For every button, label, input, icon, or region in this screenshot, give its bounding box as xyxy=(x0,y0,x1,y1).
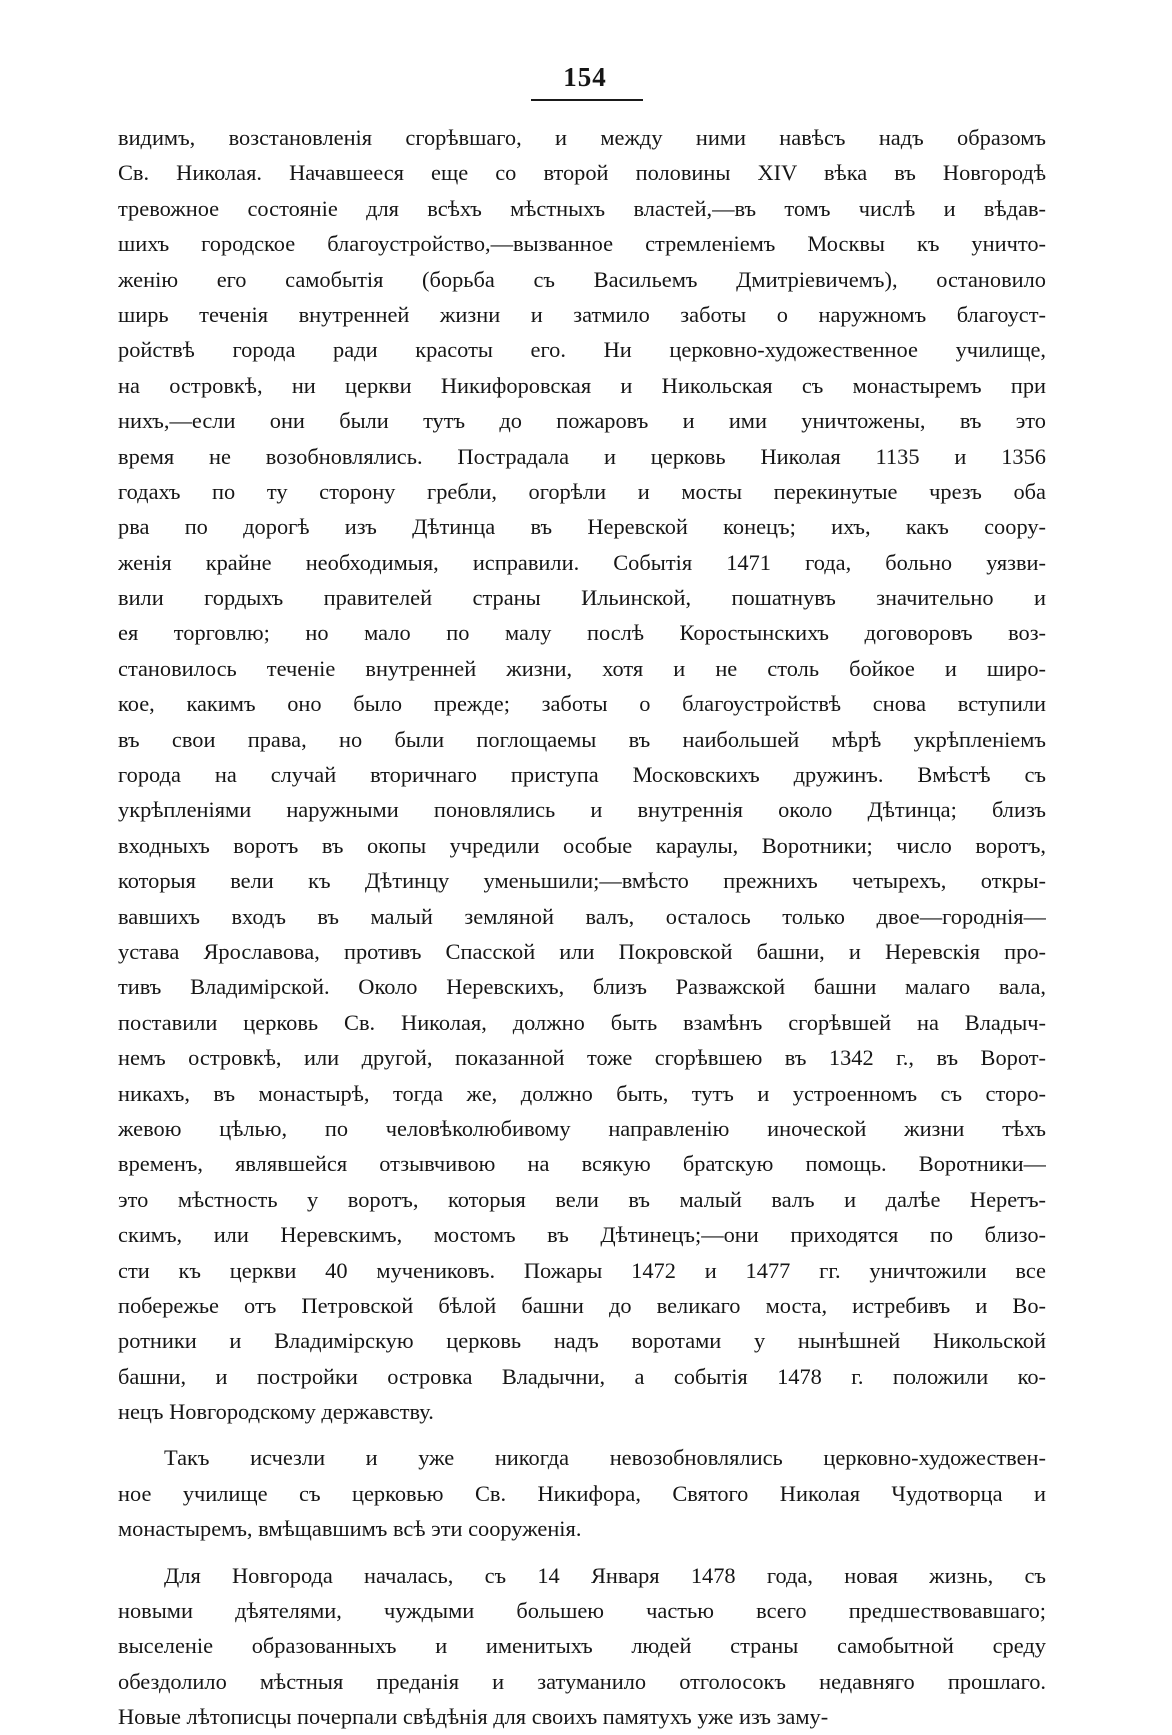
text-line: Св. Николая. Начавшееся еще со второй половины XIV вѣка въ Новгородѣ xyxy=(118,160,1046,186)
text-line: рва по дорогѣ изъ Дѣтинца въ Неревской конецъ; ихъ, какъ соору- xyxy=(118,514,1046,540)
paragraph xyxy=(118,1558,1046,1735)
text-line: шихъ городское благоустройство,—вызванное стремленіемъ Москвы къ уничто- xyxy=(118,231,1046,257)
text-line: ротники и Владимірскую церковь надъ воротами у нынѣшней Никольской xyxy=(118,1328,1046,1354)
text-line: немъ островкѣ, или другой, показанной тоже сгорѣвшею въ 1342 г., въ Ворот- xyxy=(118,1045,1046,1071)
text-line: обездолило мѣстныя преданія и затуманило отголосокъ недавняго прошлаго. xyxy=(118,1668,1046,1694)
paragraph xyxy=(118,1440,1046,1546)
text-line: монастыремъ, вмѣщавшимъ всѣ эти сооруженія. xyxy=(118,1516,582,1542)
text-line: Новые лѣтописцы почерпали свѣдѣнія для своихъ памятухъ уже изъ заму- xyxy=(118,1704,829,1730)
text-line: побережье отъ Петровской бѣлой башни до великаго моста, истребивъ и Во- xyxy=(118,1292,1046,1318)
text-line: тивъ Владимірской. Около Неревскихъ, близъ Разважской башни малаго вала, xyxy=(118,974,1046,1000)
text-line: нихъ,—если они были тутъ до пожаровъ и ими уничтожены, въ это xyxy=(118,408,1046,434)
text-line: въ свои права, но были поглощаемы въ наибольшей мѣрѣ укрѣпленіемъ xyxy=(118,726,1046,752)
body-text xyxy=(118,120,1046,1735)
text-line: женія крайне необходимыя, исправили. Событія 1471 года, больно уязви- xyxy=(118,549,1046,575)
paragraph-gap xyxy=(118,1547,1046,1558)
text-line: скимъ, или Неревскимъ, мостомъ въ Дѣтинецъ;—они приходятся по близо- xyxy=(118,1222,1046,1248)
text-line: вавшихъ входъ въ малый земляной валъ, осталось только двое—городнія— xyxy=(118,903,1046,929)
text-line: ройствѣ города ради красоты его. Ни церковно-художественное училище, xyxy=(118,337,1046,363)
text-line: входныхъ воротъ въ окопы учредили особые караулы, Воротники; число воротъ, xyxy=(118,832,1046,858)
text-line: видимъ, возстановленія сгорѣвшаго, и между ними навѣсъ надъ образомъ xyxy=(118,125,1046,150)
text-line: женію его самобытія (борьба съ Васильемъ Дмитріевичемъ), остановило xyxy=(118,266,1046,292)
text-line: укрѣпленіями наружными поновлялись и внутреннія около Дѣтинца; близъ xyxy=(118,797,1046,823)
text-line: это мѣстность у воротъ, которыя вели въ малый валъ и далѣе Неретъ- xyxy=(118,1186,1046,1212)
text-line: новыми дѣятелями, чуждыми большею частью всего предшествовавшаго; xyxy=(118,1598,1046,1624)
text-line: Такъ исчезли и уже никогда невозобновлялись церковно-художествен- xyxy=(164,1445,1046,1471)
text-line: вили гордыхъ правителей страны Ильинской, пошатнувъ значительно и xyxy=(118,585,1046,611)
text-line: выселеніе образованныхъ и именитыхъ людей страны самобытной среду xyxy=(118,1633,1046,1659)
text-line: никахъ, въ монастырѣ, тогда же, должно быть, тутъ и устроенномъ съ сторо- xyxy=(118,1080,1046,1106)
text-line: временъ, являвшейся отзывчивою на всякую братскую помощь. Воротники— xyxy=(118,1151,1046,1177)
text-line: ея торговлю; но мало по малу послѣ Коростынскихъ договоровъ воз- xyxy=(118,620,1046,646)
paragraph xyxy=(118,120,1046,1429)
text-line: ное училище съ церковью Св. Никифора, Святого Николая Чудотворца и xyxy=(118,1480,1046,1506)
page-number-rule xyxy=(531,99,643,101)
text-line: на островкѣ, ни церкви Никифоровская и Никольская съ монастыремъ при xyxy=(118,372,1046,398)
text-line: становилось теченіе внутренней жизни, хотя и не столь бойкое и широ- xyxy=(118,655,1046,681)
text-line: города на случай вторичнаго приступа Московскихъ дружинъ. Вмѣстѣ съ xyxy=(118,762,1046,788)
text-line: Для Новгорода началась, съ 14 Января 1478 года, новая жизнь, съ xyxy=(164,1562,1046,1588)
text-line: время не возобновлялись. Пострадала и церковь Николая 1135 и 1356 xyxy=(118,443,1046,469)
text-line: тревожное состояніе для всѣхъ мѣстныхъ властей,—въ томъ числѣ и вѣдав- xyxy=(118,195,1046,221)
paragraph-gap xyxy=(118,1429,1046,1440)
page-number: 154 xyxy=(563,62,607,92)
text-line: устава Ярославова, противъ Спасской или Покровской башни, и Неревскія про- xyxy=(118,938,1046,964)
text-line: которыя вели къ Дѣтинцу уменьшили;—вмѣсто прежнихъ четырехъ, откры- xyxy=(118,868,1046,894)
text-line: годахъ по ту сторону гребли, огорѣли и мосты перекинутые чрезъ оба xyxy=(118,478,1046,504)
text-line: сти къ церкви 40 мучениковъ. Пожары 1472 и 1477 гг. уничтожили все xyxy=(118,1257,1046,1283)
text-line: ширь теченія внутренней жизни и затмило заботы о наружномъ благоуст- xyxy=(118,301,1046,327)
text-line: кое, какимъ оно было прежде; заботы о благоустройствѣ снова вступили xyxy=(118,691,1046,717)
text-line: поставили церковь Св. Николая, должно быть взамѣнъ сгорѣвшей на Владыч- xyxy=(118,1009,1046,1035)
text-line: нецъ Новгородскому державству. xyxy=(118,1399,434,1425)
text-line: жевою цѣлью, по человѣколюбивому направленію иноческой жизни тѣхъ xyxy=(118,1115,1046,1141)
text-line: башни, и постройки островка Владычни, а событія 1478 г. положили ко- xyxy=(118,1363,1046,1389)
